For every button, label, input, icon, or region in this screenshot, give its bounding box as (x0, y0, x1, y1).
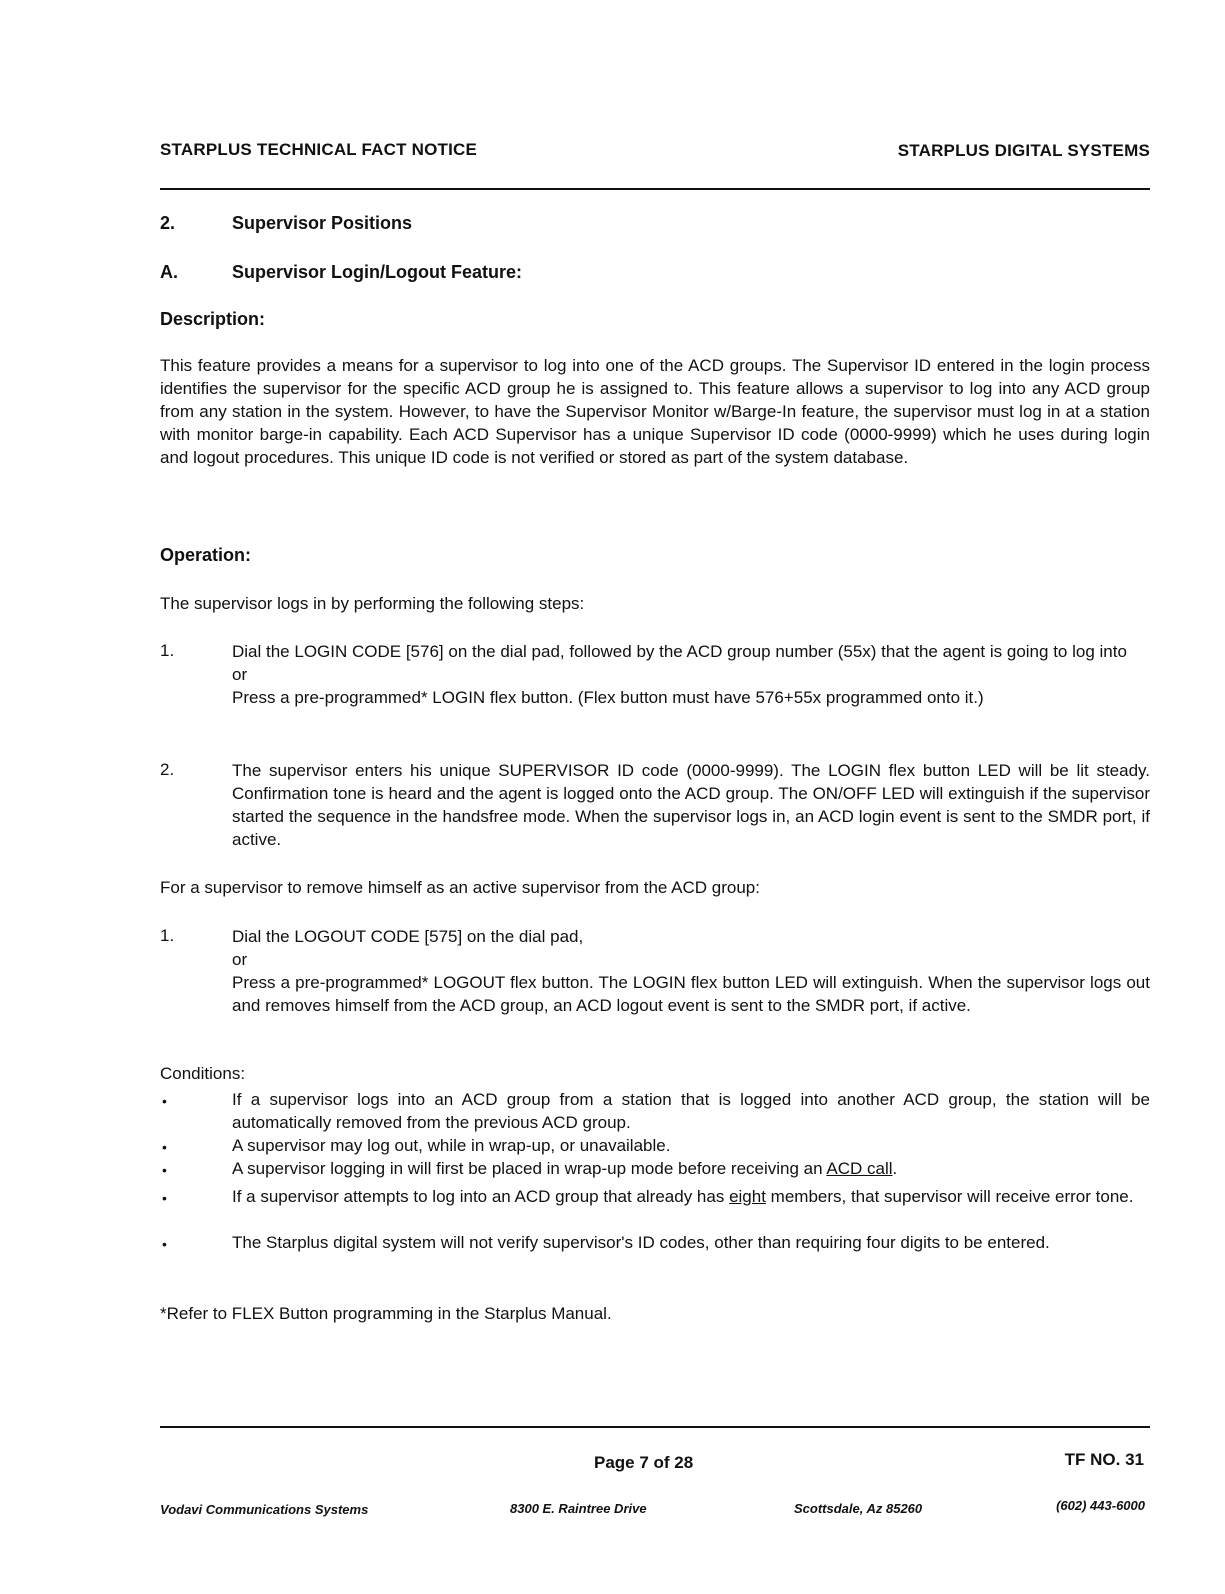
condition-item: A supervisor may log out, while in wrap-up, or unavailable. (232, 1136, 671, 1155)
header-right: STARPLUS DIGITAL SYSTEMS (897, 141, 1150, 160)
footer-phone: (602) 443-6000 (1056, 1498, 1145, 1513)
bullet-icon: • (162, 1236, 167, 1252)
condition-item (232, 1185, 1150, 1208)
description-text: This feature provides a means for a supervisor to log into one of the ACD groups. The Supervisor ID entered in the login process identifies the supervisor for the specific ACD group he is assigned to. This feature allows a supervisor to log into any ACD group from any station in the system. However, to have the Supervisor Monitor w/Barge-In feature, the supervisor must log in at a station with monitor barge-in capability. Each ACD Supervisor has a unique Supervisor ID code (0000-9999) which he uses during login and logout procedures. This unique ID code is not verified or stored as part of the system database. (160, 356, 1150, 467)
logout-intro: For a supervisor to remove himself as an active supervisor from the ACD group: (160, 878, 760, 897)
login-step-number: 1. (160, 641, 175, 660)
login-step-2-text: The supervisor enters his unique SUPERVISOR ID code (0000-9999). The LOGIN flex button LED will be lit steady. Confirmation tone is heard and the agent is logged onto the ACD group. The ON/OFF LED will extinguish if the supervisor started the sequence in the handsfree mode. When the supervisor logs in, an ACD login event is sent to the SMDR port, if active. (232, 761, 1150, 849)
login-step-1-text: Dial the LOGIN CODE [576] on the dial pad, followed by the ACD group number (55x) that the agent is going to log into (232, 642, 1127, 661)
condition-underlined: ACD call (826, 1159, 893, 1178)
logout-step-number: 1. (160, 926, 175, 945)
section-title: Supervisor Positions (232, 213, 413, 233)
condition-item: The Starplus digital system will not verify supervisor's ID codes, other than requiring four digits to be entered. (232, 1233, 1050, 1252)
logout-step-1-text: Dial the LOGOUT CODE [575] on the dial pad, (232, 927, 584, 946)
condition-item (232, 1157, 1150, 1180)
tf-number: TF NO. 31 (1064, 1450, 1144, 1469)
bullet-icon: • (162, 1139, 167, 1155)
footer-rule (160, 1426, 1150, 1428)
condition-item: If a supervisor logs into an ACD group from a station that is logged into another ACD group, the station will be automatically removed from the previous ACD group. (232, 1090, 1150, 1132)
subsection-letter: A. (160, 262, 178, 282)
login-step-1-alt: Press a pre-programmed* LOGIN flex button. (Flex button must have 576+55x programmed onto it.) (232, 688, 984, 707)
header-rule (160, 188, 1150, 190)
logout-step-1-alt: Press a pre-programmed* LOGOUT flex button. The LOGIN flex button LED will extinguish. When the supervisor logs out and removes himself from the ACD group, an ACD logout event is sent to the SMDR port, if active. (232, 973, 1150, 1015)
login-step-1 (232, 640, 1150, 709)
footer-city: Scottsdale, Az 85260 (794, 1501, 923, 1516)
login-step-1-or: or (232, 665, 248, 684)
logout-step-1 (232, 925, 1150, 1017)
bullet-icon: • (162, 1093, 167, 1109)
description-heading: Description: (160, 309, 266, 329)
operation-heading: Operation: (160, 545, 252, 565)
operation-intro: The supervisor logs in by performing the following steps: (160, 594, 585, 613)
page-number: Page 7 of 28 (594, 1453, 694, 1472)
conditions-heading: Conditions: (160, 1064, 246, 1083)
subsection-title: Supervisor Login/Logout Feature: (232, 262, 523, 282)
section-number: 2. (160, 213, 176, 233)
footnote: *Refer to FLEX Button programming in the Starplus Manual. (160, 1304, 612, 1323)
condition-text: A supervisor logging in will first be placed in wrap-up mode before receiving an (232, 1159, 827, 1178)
condition-text: . (892, 1159, 898, 1178)
bullet-icon: • (162, 1162, 167, 1178)
condition-text: If a supervisor attempts to log into an ACD group that already has (232, 1187, 730, 1206)
footer-company: Vodavi Communications Systems (160, 1502, 369, 1517)
condition-underlined: eight (729, 1187, 766, 1206)
condition-text: members, that supervisor will receive error tone. (765, 1187, 1134, 1206)
header-left: STARPLUS TECHNICAL FACT NOTICE (160, 140, 478, 159)
login-step-number: 2. (160, 760, 175, 779)
bullet-icon: • (162, 1190, 167, 1206)
logout-step-1-or: or (232, 950, 248, 969)
footer-address: 8300 E. Raintree Drive (510, 1501, 647, 1516)
